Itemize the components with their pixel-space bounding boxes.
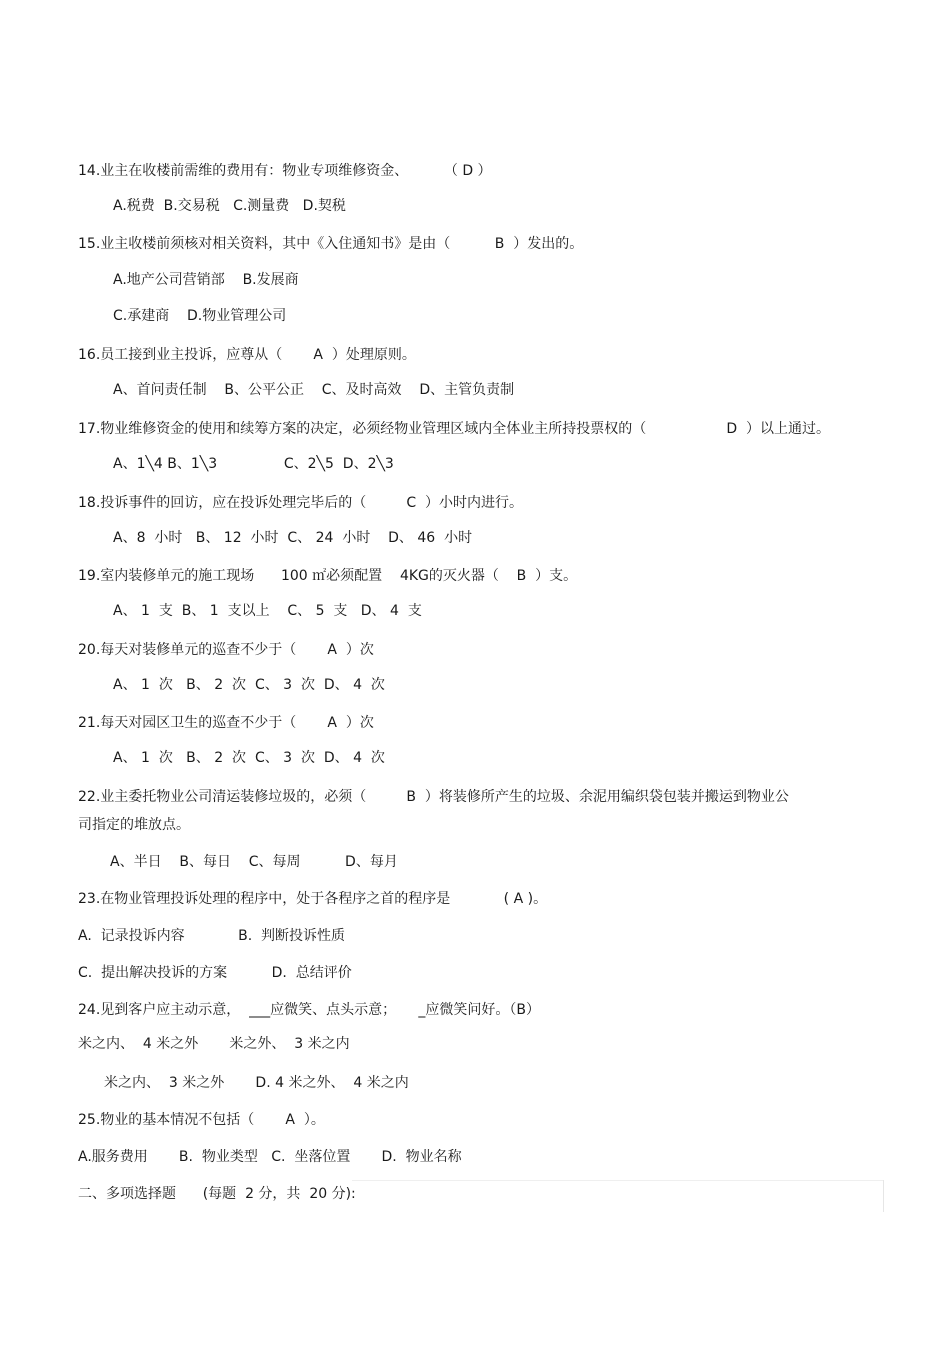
question-20-options: A、 1 次 B、 2 次 C、 3 次 D、 4 次	[113, 677, 385, 693]
question-20: 20.每天对装修单元的巡查不少于（ A ）次	[78, 642, 374, 658]
question-22-continued: 司指定的堆放点。	[78, 817, 190, 833]
question-19: 19.室内装修单元的施工现场 100 ㎡必须配置 4KG的灭火器（ B ）支。	[78, 568, 578, 584]
question-23: 23.在物业管理投诉处理的程序中，处于各程序之首的程序是 ( A )。	[78, 891, 548, 907]
question-19-options: A、 1 支 B、 1 支以上 C、 5 支 D、 4 支	[113, 603, 422, 619]
question-18: 18.投诉事件的回访，应在投诉处理完毕后的（ C ）小时内进行。	[78, 495, 523, 511]
question-15-options-ab: A.地产公司营销部 B.发展商	[113, 272, 299, 288]
question-24-options-cd: 米之内、 3 米之外 D. 4 米之外、 4 米之内	[104, 1075, 409, 1091]
question-22: 22.业主委托物业公司清运装修垃圾的，必须（ B ）将装修所产生的垃圾、余泥用编织袋包装并搬运到物业公	[78, 789, 789, 805]
question-15-options-cd: C.承建商 D.物业管理公司	[113, 308, 287, 324]
question-15: 15.业主收楼前须核对相关资料，其中《入住通知书》是由（ B ）发出的。	[78, 236, 584, 252]
question-24: 24.见到客户应主动示意， ___应微笑、点头示意； _应微笑问好。（B）	[78, 1002, 541, 1018]
question-24-options-ab: 米之内、 4 米之外 米之外、 3 米之内	[78, 1036, 350, 1052]
section-heading-multiple-choice: 二、多项选择题 (每题 2 分，共 20 分):	[78, 1186, 356, 1202]
question-14-options: A.税费 B.交易税 C.测量费 D.契税	[113, 198, 346, 214]
question-17-options: A、1╲4 B、1╲3 C、2╲5 D、2╲3	[113, 456, 394, 472]
question-18-options: A、8 小时 B、 12 小时 C、 24 小时 D、 46 小时	[113, 530, 473, 546]
section-divider-top	[352, 1180, 884, 1181]
section-divider-right	[883, 1180, 884, 1212]
question-23-options-ab: A. 记录投诉内容 B. 判断投诉性质	[78, 928, 346, 944]
question-16: 16.员工接到业主投诉，应尊从（ A ）处理原则。	[78, 347, 416, 363]
question-22-options: A、半日 B、每日 C、每周 D、每月	[110, 854, 398, 870]
question-23-options-cd: C. 提出解决投诉的方案 D. 总结评价	[78, 965, 352, 981]
question-17: 17.物业维修资金的使用和续筹方案的决定，必须经物业管理区域内全体业主所持投票权的（ D ）以上通过。	[78, 421, 831, 437]
question-16-options: A、首问责任制 B、公平公正 C、及时高效 D、主管负责制	[113, 382, 515, 398]
question-14: 14.业主在收楼前需维的费用有：物业专项维修资金、 （ D ）	[78, 163, 492, 179]
question-21-options: A、 1 次 B、 2 次 C、 3 次 D、 4 次	[113, 750, 385, 766]
question-25-options: A.服务费用 B. 物业类型 C. 坐落位置 D. 物业名称	[78, 1149, 462, 1165]
question-25: 25.物业的基本情况不包括（ A ）。	[78, 1112, 325, 1128]
question-21: 21.每天对园区卫生的巡查不少于（ A ）次	[78, 715, 374, 731]
